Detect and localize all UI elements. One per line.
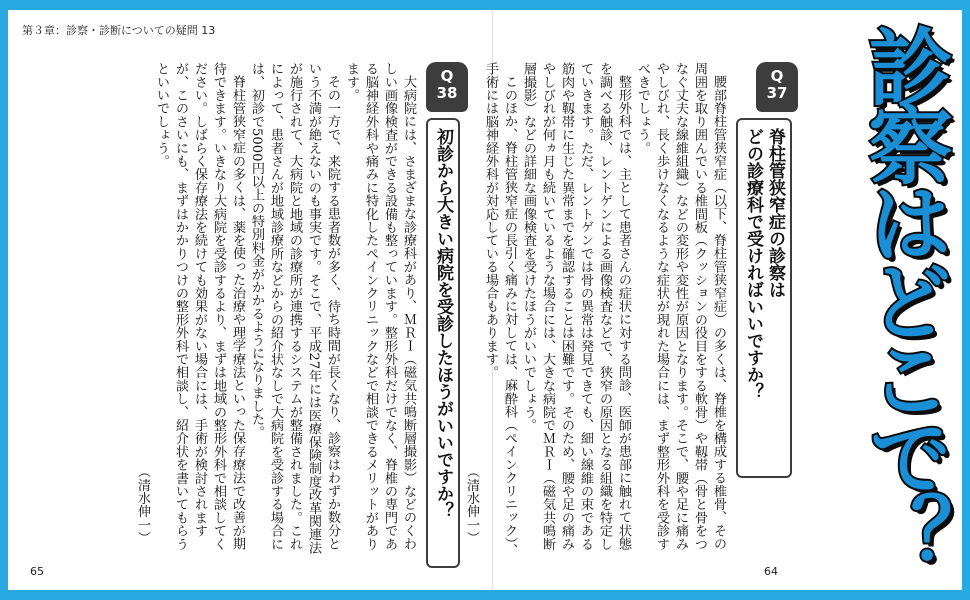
answer-body-38 bbox=[26, 62, 418, 562]
question-line: 初診から大きい病院を受診したほうがいいですか？ bbox=[433, 128, 453, 519]
paragraph: 整形外科では、主として患者さんの症状に対する問診、医師が患部に触れて状態を調べる触診、レントゲンによる画像検査などで、狭窄の原因となる組織を特定していきます。ただ、レントゲンでは骨の異常は発見できても、細い線維の束である筋肉や靱帯に生じた異常までを確認することは困難です。そのため、腰や足の痛みやしびれが何ヵ月も続いているような場合には、大きな病院でＭＲＩ（磁気共鳴断層撮影）などの詳細な画像検査を受けたほうがいいでしょう。 bbox=[521, 62, 631, 551]
q-label: Q bbox=[770, 67, 784, 85]
answer-body-37 bbox=[464, 62, 728, 562]
paragraph: その一方で、来院する患者数が多く、待ち時間が長くなり、診察はわずか数分という不満が絶えないのも事実です。そこで、平成27年には医療保険制度改革関連法が施行されて、大病院と地域の診療所が連携するシステムが整備されました。これによって、患者さんが地域診療所などからの紹介状なしで大病院を受診する場合には、初診で5000円以上の特別料金がかかるようになりました。 bbox=[249, 62, 340, 554]
question-title-37 bbox=[736, 118, 792, 478]
question-title-38 bbox=[426, 118, 460, 568]
left-page bbox=[8, 10, 493, 590]
running-head: 第３章：診察・診断についての疑問 13 bbox=[22, 24, 216, 37]
paragraph: 腰部脊柱管狭窄症（以下、脊柱管狭窄症）の多くは、脊椎を構成する椎骨、その周囲を取り囲んでいる椎間板（クッションの役目をする軟骨）や靱帯（骨と骨をつなぐ丈夫な線維組織）などの変形や変性が原因となります。そこで、腰や足に痛みやしびれ、長く歩けなくなるような症状が現れた場合には、まず整形外科を受診すべきでしょう。 bbox=[635, 62, 726, 551]
paragraph: 大病院には、さまざまな診療科があり、ＭＲＩ（磁気共鳴断層撮影）などのくわしい画像検査ができる設備も整っています。整形外科だけでなく、脊椎の専門である脳神経外科や痛みに特化したペインクリニックなどで相談できるメリットがあります。 bbox=[344, 62, 416, 551]
paragraph: このほか、脊柱管狭窄症の長引く痛みに対しては、麻酔科（ペインクリニック）、手術には脳神経外科が対応している場合もあります。 bbox=[483, 62, 517, 557]
book-spread bbox=[8, 10, 962, 590]
author-signature: （清水伸一） bbox=[464, 464, 479, 544]
right-page bbox=[464, 10, 962, 590]
q-number: 38 bbox=[436, 84, 458, 102]
question-badge-37 bbox=[756, 62, 798, 112]
paragraph: 脊柱管狭窄症の多くは、薬を使った治療や理学療法といった保存療法で改善が期待できます。いきなり大病院を受診するより、まずは地域の整形外科で相談してください。しばらく保存療法を続けても効果がない場合には、手術が検討されますが、このさいにも、まずはかかりつけの整形外科で相談し、紹介状を書いてもらうといいでしょう。 bbox=[154, 62, 245, 551]
question-line: どの診療科で受ければいいですか？ bbox=[743, 128, 763, 400]
q-label: Q bbox=[440, 67, 454, 85]
chapter-headline: 診察はどこで？ bbox=[855, 24, 953, 570]
page-number-right: 64 bbox=[764, 565, 778, 578]
page-number-left: 65 bbox=[30, 565, 44, 578]
q-number: 37 bbox=[766, 84, 788, 102]
author-signature: （清水伸一） bbox=[135, 464, 150, 544]
question-line: 脊柱管狭窄症の診察は bbox=[765, 128, 785, 298]
